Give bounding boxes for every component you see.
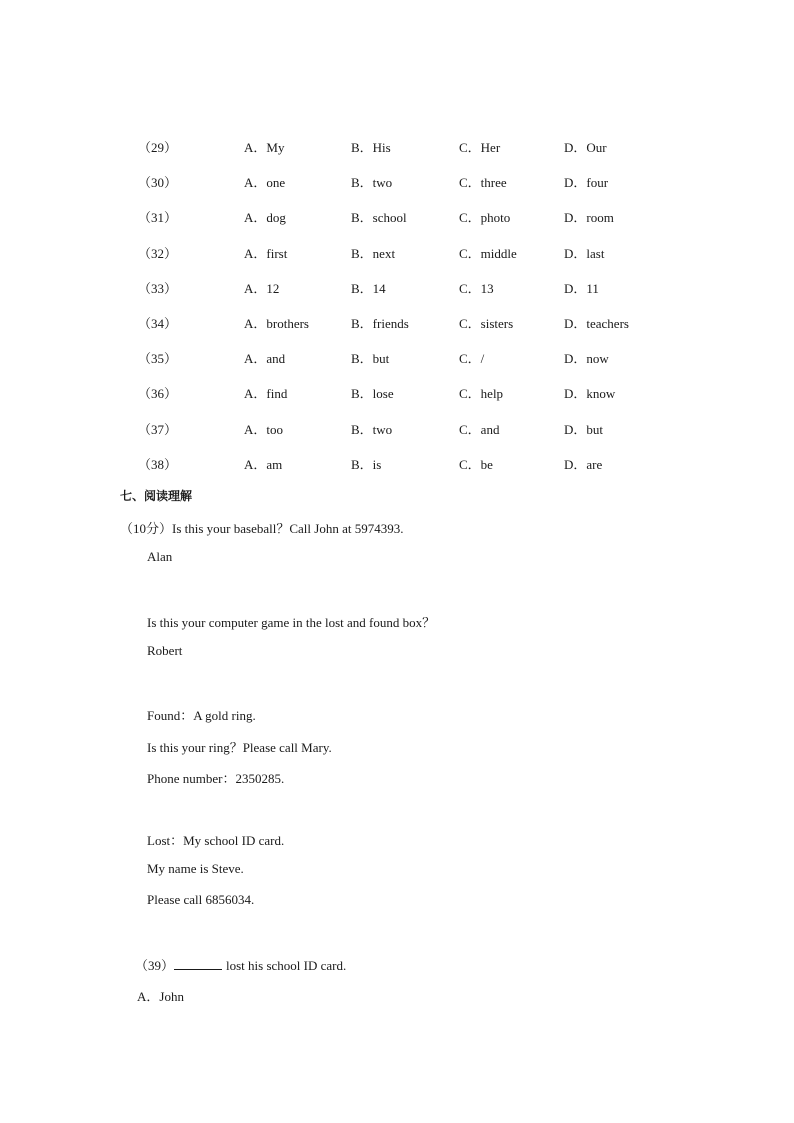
option-a: A．brothers (244, 316, 309, 331)
question-number: （35） (138, 351, 178, 366)
option-a: A．My (244, 140, 285, 155)
option-c: C．sisters (459, 316, 514, 331)
option-c: C．and (459, 422, 500, 437)
option-a: A．dog (244, 210, 286, 225)
option-b: B．His (351, 140, 391, 155)
question-number: （39） (135, 958, 175, 973)
option-c: C．/ (459, 351, 485, 366)
option-b: B．lose (351, 386, 394, 401)
option-b: B．two (351, 422, 393, 437)
question-number: （38） (138, 457, 178, 472)
option-b: B．school (351, 210, 407, 225)
question-number: （33） (138, 281, 178, 296)
question-number: （34） (138, 316, 178, 331)
option-d: D．four (564, 175, 609, 190)
option-d: D．room (564, 210, 614, 225)
found-line: Found：A gold ring. (147, 708, 256, 723)
option-c: C．13 (459, 281, 494, 296)
option-d: D．last (564, 246, 605, 261)
option-d: D．are (564, 457, 603, 472)
signature-alan: Alan (147, 549, 173, 564)
section-title: 七、阅读理解 (120, 489, 193, 503)
option-a: A．and (244, 351, 286, 366)
option-a: A．one (244, 175, 286, 190)
option-b: B．14 (351, 281, 386, 296)
question-number: （37） (138, 422, 178, 437)
lost-line: Lost：My school ID card. (147, 833, 285, 848)
option-a: A．find (244, 386, 288, 401)
option-c: C．help (459, 386, 504, 401)
option-d: D．11 (564, 281, 599, 296)
question-number: （29） (138, 140, 178, 155)
question-number: （30） (138, 175, 178, 190)
question-39 (135, 955, 346, 974)
option-d: D．now (564, 351, 609, 366)
signature-robert: Robert (147, 643, 183, 658)
option-a: A．12 (244, 281, 280, 296)
robert-question: Is this your computer game in the lost and found box？ (147, 615, 436, 630)
option-b: B．but (351, 351, 390, 366)
option-c: C．photo (459, 210, 511, 225)
option-c: C．be (459, 457, 493, 472)
phone-number: Phone number：2350285. (147, 771, 285, 786)
option-d: D．teachers (564, 316, 629, 331)
question-number: （32） (138, 246, 178, 261)
question-text: lost his school ID card. (226, 958, 347, 973)
name-line: My name is Steve. (147, 861, 244, 876)
option-c: C．three (459, 175, 507, 190)
option-c: C．middle (459, 246, 517, 261)
option-d: D．know (564, 386, 616, 401)
answer-blank (174, 958, 222, 970)
question-number: （31） (138, 210, 178, 225)
option-b: B．two (351, 175, 393, 190)
option-a: A．John (137, 989, 184, 1004)
option-b: B．next (351, 246, 396, 261)
option-a: A．too (244, 422, 284, 437)
call-line: Please call 6856034. (147, 892, 255, 907)
intro-line: （10分）Is this your baseball？Call John at 5974393. (120, 521, 404, 536)
option-b: B．is (351, 457, 382, 472)
option-a: A．first (244, 246, 288, 261)
option-c: C．Her (459, 140, 501, 155)
option-d: D．Our (564, 140, 607, 155)
ring-question: Is this your ring？Please call Mary. (147, 740, 332, 755)
question-number: （36） (138, 386, 178, 401)
option-d: D．but (564, 422, 604, 437)
option-a: A．am (244, 457, 283, 472)
option-b: B．friends (351, 316, 409, 331)
